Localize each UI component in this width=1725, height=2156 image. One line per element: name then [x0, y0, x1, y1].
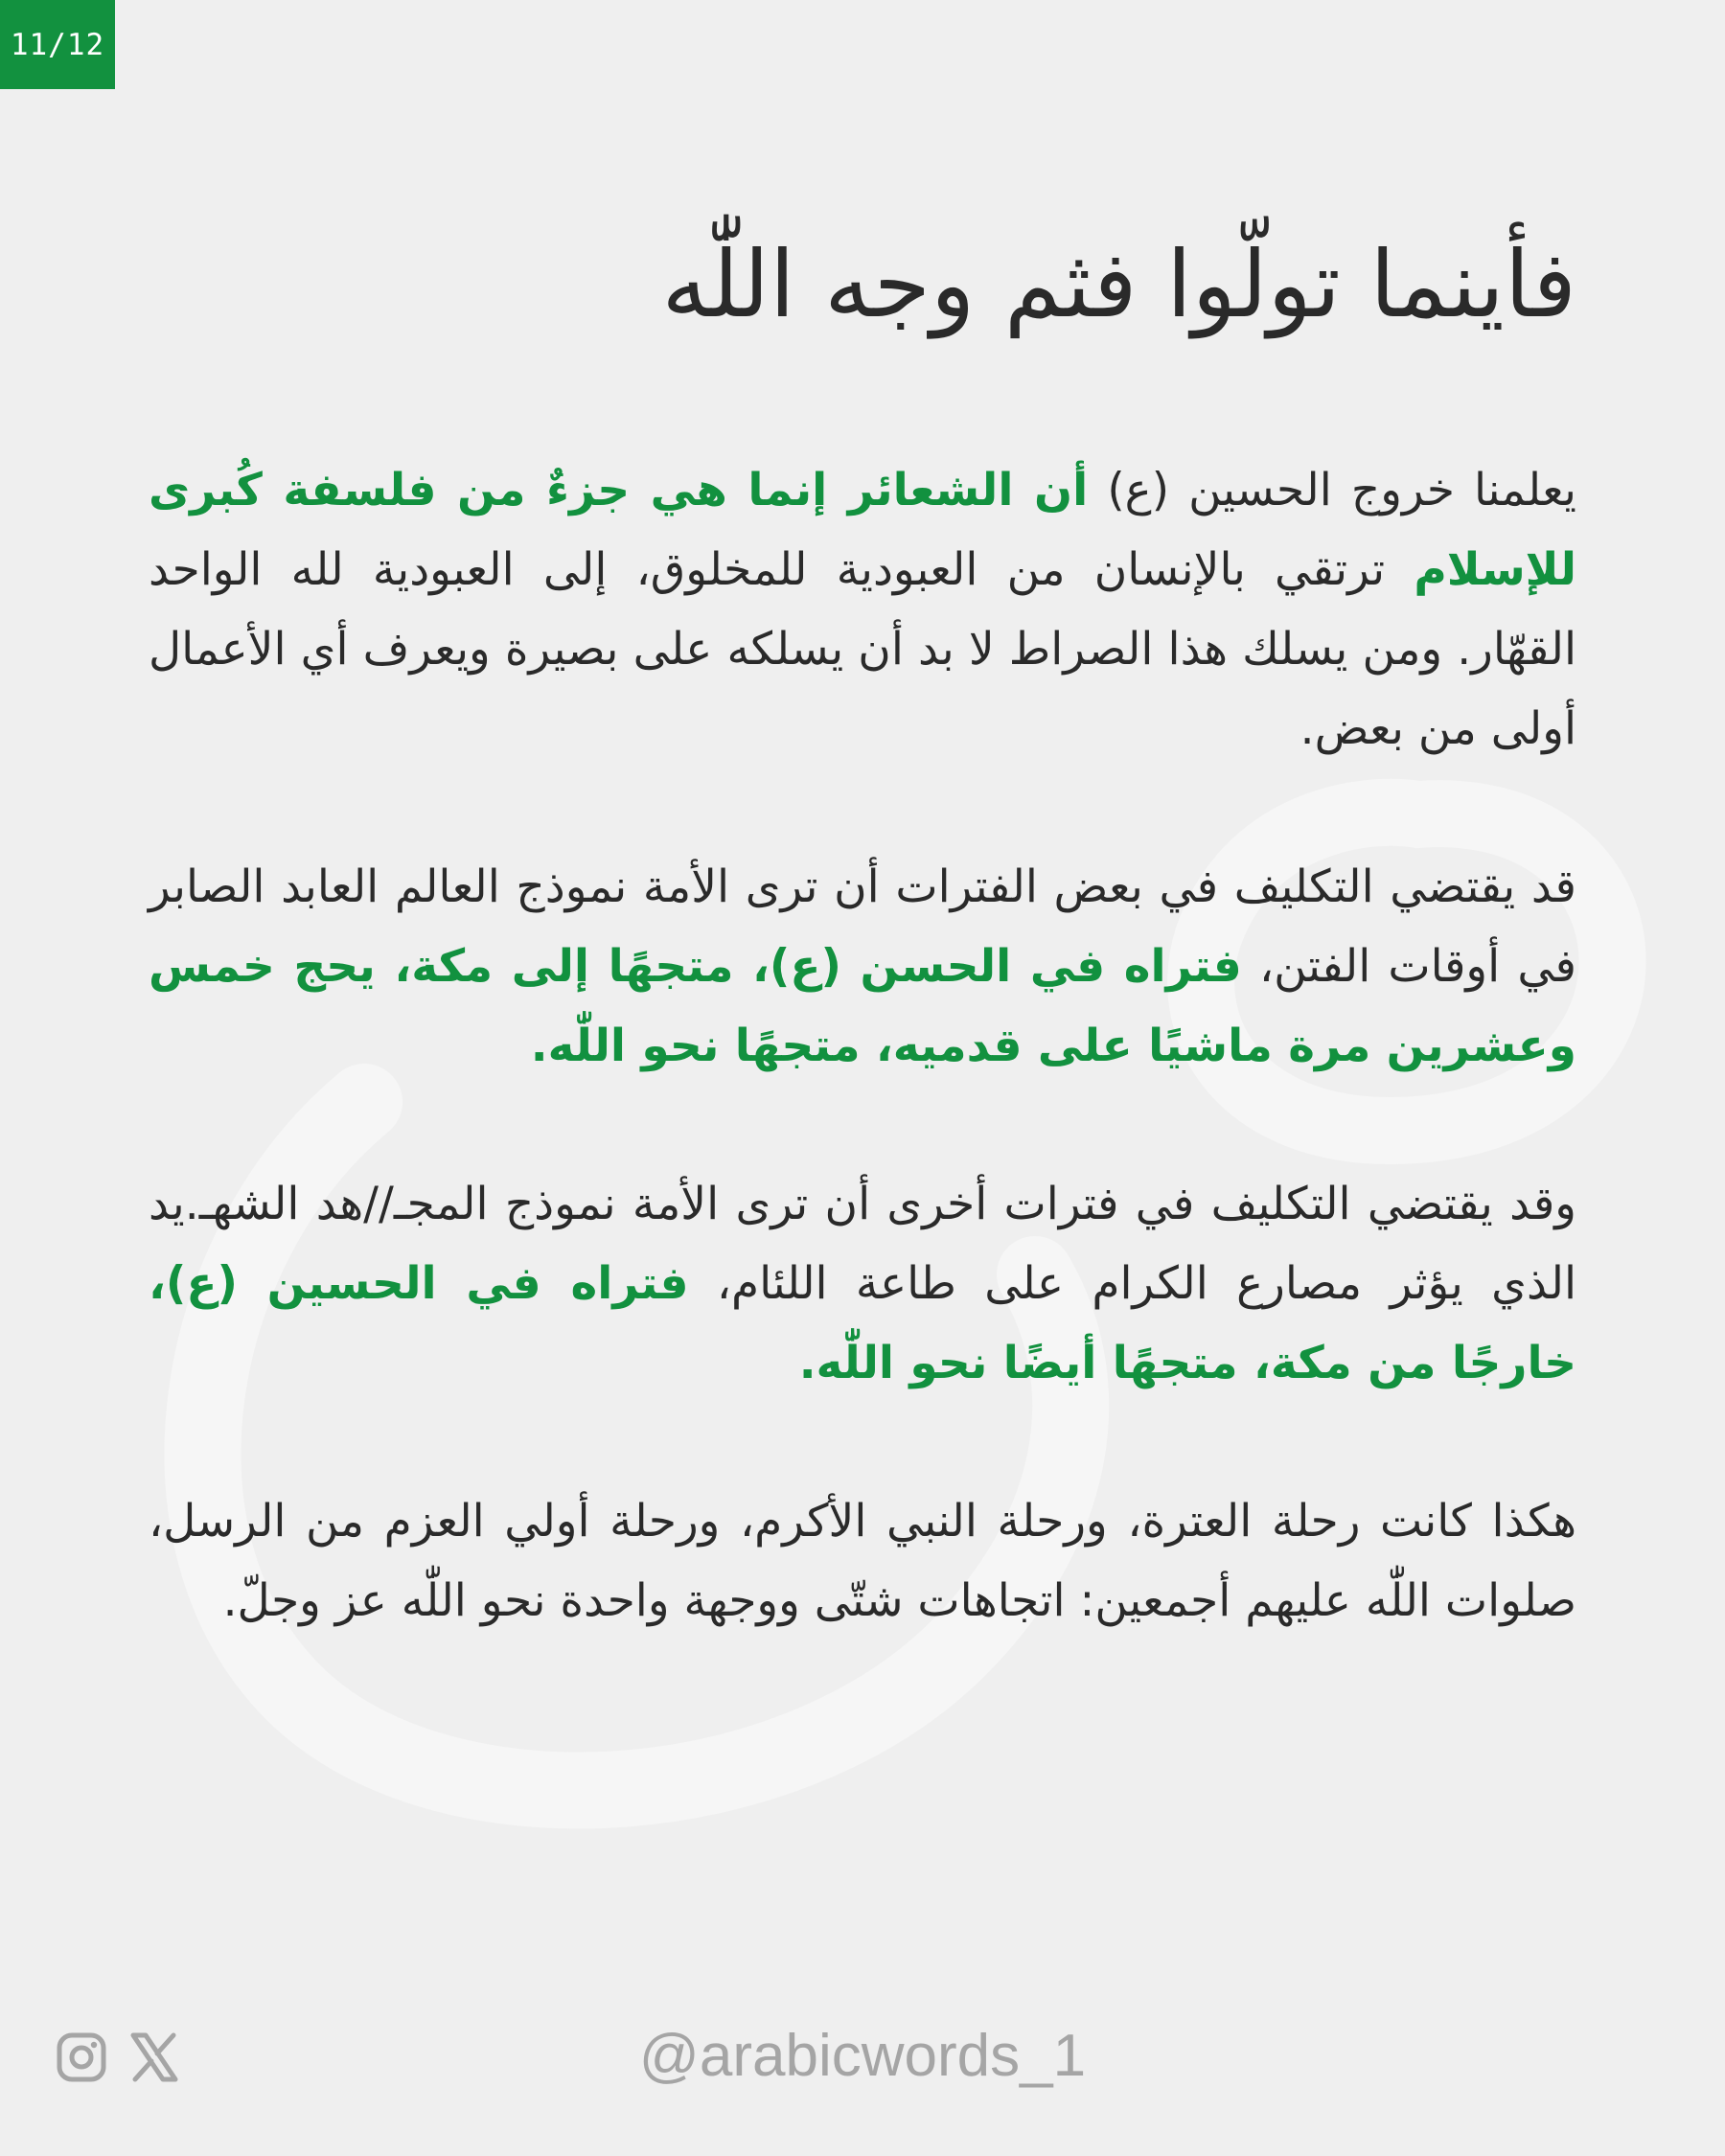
paragraph-text: هكذا كانت رحلة العترة، ورحلة النبي الأكرم، ورحلة أولي العزم من الرسل، صلوات اللّٰه عليهم أجمعين: اتجاهات شتّى ووجهة واحدة نحو اللّٰه عز وجلّ.	[149, 1495, 1576, 1627]
paragraph	[149, 847, 1576, 1086]
account-handle: @arabicwords_1	[638, 2023, 1087, 2089]
paragraph-text: قد يقتضي التكليف في بعض الفترات أن ترى الأمة نموذج العالم العابد الصابر في أوقات الفتن،	[149, 860, 1576, 993]
highlighted-text: أن الشعائر إنما هي جزءٌ من فلسفة كُبرى للإسلام	[149, 464, 1576, 596]
paragraph-text: ترتقي بالإنسان من العبودية للمخلوق، إلى العبودية لله الواحد القهّار. ومن يسلك هذا الصراط لا بد أن يسلكه على بصيرة ويعرف أي الأعمال أولى من بعض.	[149, 543, 1576, 755]
page-counter: 11/12	[0, 0, 115, 89]
paragraph-text: يعلمنا خروج الحسين (ع)	[1088, 464, 1577, 516]
paragraph	[149, 1481, 1576, 1640]
paragraph	[149, 1164, 1576, 1403]
paragraph	[149, 450, 1576, 768]
highlighted-text: فتراه في الحسن (ع)، متجهًا إلى مكة، يحج خمس وعشرين مرة ماشيًا على قدميه، متجهًا نحو اللّٰه.	[149, 940, 1576, 1072]
highlighted-text: فتراه في الحسين (ع)، خارجًا من مكة، متجهًا أيضًا نحو اللّٰه.	[149, 1257, 1576, 1389]
paragraph-text: وقد يقتضي التكليف في فترات أخرى أن ترى الأمة نموذج المجـ//هد الشهـ.يد الذي يؤثر مصارع الكرام على طاعة اللئام،	[149, 1178, 1576, 1310]
page-title: فأينما تولّوا فثم وجه اللّٰه	[661, 231, 1576, 338]
article-body	[149, 450, 1576, 1719]
